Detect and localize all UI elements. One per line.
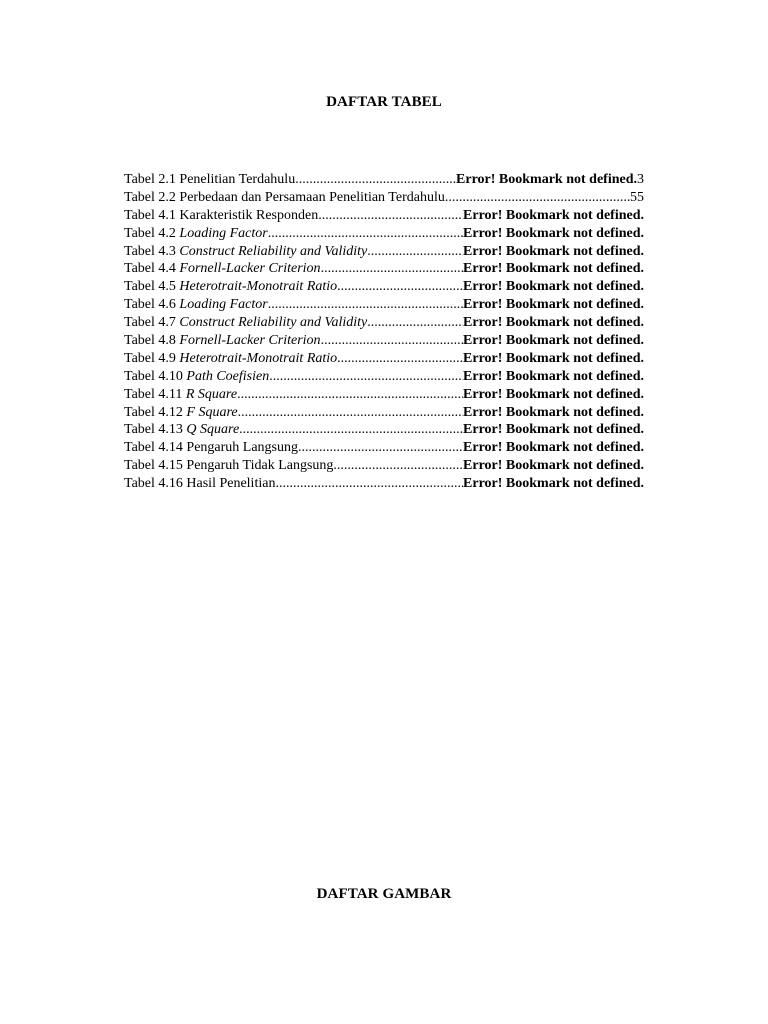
toc-entry[interactable] [124,421,644,439]
toc-dot-leader [238,404,463,422]
toc-entry[interactable] [124,296,644,314]
toc-dot-leader [295,171,456,189]
toc-entry-title: Construct Reliability and Validity [179,243,368,259]
toc-entry-label [124,404,238,422]
toc-entry-number: Tabel 4.11 [124,386,186,402]
toc-entry-title: Heterotrait-Monotrait Ratio [179,279,338,295]
toc-bookmark-error: Error! Bookmark not defined. [463,297,644,313]
toc-entry-label [124,278,337,296]
toc-entry-title: Pengaruh Tidak Langsung [186,458,334,474]
toc-entry[interactable] [124,368,644,386]
table-of-tables [124,171,644,493]
toc-entry-title: Q Square [186,422,240,438]
toc-entry[interactable] [124,225,644,243]
toc-page-number: 3 [637,172,644,187]
toc-entry[interactable] [124,260,644,278]
toc-entry-number: Tabel 4.4 [124,261,180,277]
toc-entry[interactable] [124,314,644,332]
toc-entry-title: Karakteristik Responden [179,207,319,223]
toc-entry-number: Tabel 4.3 [124,243,180,259]
toc-entry-label [124,368,269,386]
toc-dot-leader [333,457,463,475]
toc-dot-leader [298,439,463,457]
toc-bookmark-error: Error! Bookmark not defined. [456,172,637,187]
toc-bookmark-error: Error! Bookmark not defined. [463,440,644,456]
toc-entry-number: Tabel 4.9 [124,350,180,366]
figures-heading: DAFTAR GAMBAR [316,886,452,902]
toc-entry[interactable] [124,386,644,404]
toc-page-number: 55 [630,189,644,205]
toc-entry-label [124,260,321,278]
toc-entry-title: Loading Factor [179,297,268,313]
toc-entry-title: Path Coefisien [186,368,270,384]
toc-entry-number: Tabel 4.7 [124,315,180,331]
toc-dot-leader [237,386,463,404]
toc-bookmark-error: Error! Bookmark not defined. [463,243,644,259]
toc-entry-title: Penelitian Terdahulu [179,172,296,187]
toc-entry[interactable] [124,243,644,261]
toc-entry-number: Tabel 4.15 [124,458,187,474]
toc-entry[interactable] [124,439,644,457]
toc-entry-label [124,207,318,225]
toc-entry-number: Tabel 4.14 [124,440,187,456]
toc-bookmark-error: Error! Bookmark not defined. [463,422,644,438]
toc-dot-leader [268,296,463,314]
toc-entry-label [124,457,333,475]
toc-bookmark-error: Error! Bookmark not defined. [463,261,644,277]
toc-entry-label [124,189,445,207]
toc-entry-title: F Square [186,404,238,420]
toc-bookmark-error: Error! Bookmark not defined. [463,386,644,402]
toc-dot-leader [321,260,463,278]
toc-entry-title: Heterotrait-Monotrait Ratio [179,350,338,366]
toc-entry-title: Construct Reliability and Validity [179,315,368,331]
toc-entry-number: Tabel 4.10 [124,368,187,384]
toc-entry-number: Tabel 4.13 [124,422,187,438]
toc-entry-number: Tabel 4.1 [124,207,180,223]
toc-entry[interactable] [124,278,644,296]
toc-entry[interactable] [124,350,644,368]
toc-entry-number: Tabel 4.5 [124,279,180,295]
toc-dot-leader [367,243,463,261]
toc-entry-number: Tabel 4.2 [124,225,180,241]
toc-dot-leader [321,332,463,350]
toc-entry-label [124,296,268,314]
toc-entry-label [124,225,268,243]
toc-entry[interactable] [124,457,644,475]
toc-dot-leader [445,189,630,207]
toc-entry-number: Tabel 2.1 [124,172,180,187]
toc-bookmark-error: Error! Bookmark not defined. [463,350,644,366]
toc-entry-label [124,332,321,350]
toc-entry-number: Tabel 4.16 [124,476,187,492]
toc-bookmark-error: Error! Bookmark not defined. [463,279,644,295]
toc-bookmark-error: Error! Bookmark not defined. [463,333,644,349]
toc-bookmark-error: Error! Bookmark not defined. [463,225,644,241]
tables-heading: DAFTAR TABEL [326,94,442,110]
toc-entry[interactable] [124,189,644,207]
toc-entry-label [124,386,237,404]
toc-dot-leader [268,225,463,243]
toc-dot-leader [337,350,463,368]
toc-entry-title: Pengaruh Langsung [186,440,298,456]
toc-entry-title: Fornell-Lacker Criterion [179,333,321,349]
toc-bookmark-error: Error! Bookmark not defined. [463,315,644,331]
toc-entry-label [124,171,295,189]
toc-bookmark-error: Error! Bookmark not defined. [463,368,644,384]
toc-dot-leader [318,207,463,225]
toc-entry[interactable] [124,475,644,493]
toc-entry[interactable] [124,332,644,350]
toc-entry-label [124,350,337,368]
toc-entry-title: Loading Factor [179,225,268,241]
toc-dot-leader [269,368,463,386]
toc-dot-leader [239,421,463,439]
toc-entry-label [124,475,275,493]
toc-entry-title: Hasil Penelitian [186,476,276,492]
toc-entry[interactable] [124,404,644,422]
toc-entry-number: Tabel 4.12 [124,404,187,420]
toc-entry-label [124,243,367,261]
toc-entry-label [124,421,239,439]
toc-bookmark-error: Error! Bookmark not defined. [463,404,644,420]
toc-entry[interactable] [124,171,644,189]
toc-entry-label [124,314,367,332]
toc-entry-title: Perbedaan dan Persamaan Penelitian Terdahulu [179,189,445,205]
toc-entry[interactable] [124,207,644,225]
toc-dot-leader [367,314,463,332]
toc-entry-number: Tabel 2.2 [124,189,180,205]
toc-entry-title: R Square [185,386,238,402]
toc-bookmark-error: Error! Bookmark not defined. [463,207,644,223]
toc-entry-label [124,439,298,457]
toc-entry-number: Tabel 4.8 [124,333,180,349]
toc-entry-title: Fornell-Lacker Criterion [179,261,321,277]
toc-bookmark-error: Error! Bookmark not defined. [463,476,644,492]
toc-dot-leader [275,475,463,493]
toc-bookmark-error: Error! Bookmark not defined. [463,458,644,474]
toc-entry-number: Tabel 4.6 [124,297,180,313]
toc-dot-leader [337,278,463,296]
